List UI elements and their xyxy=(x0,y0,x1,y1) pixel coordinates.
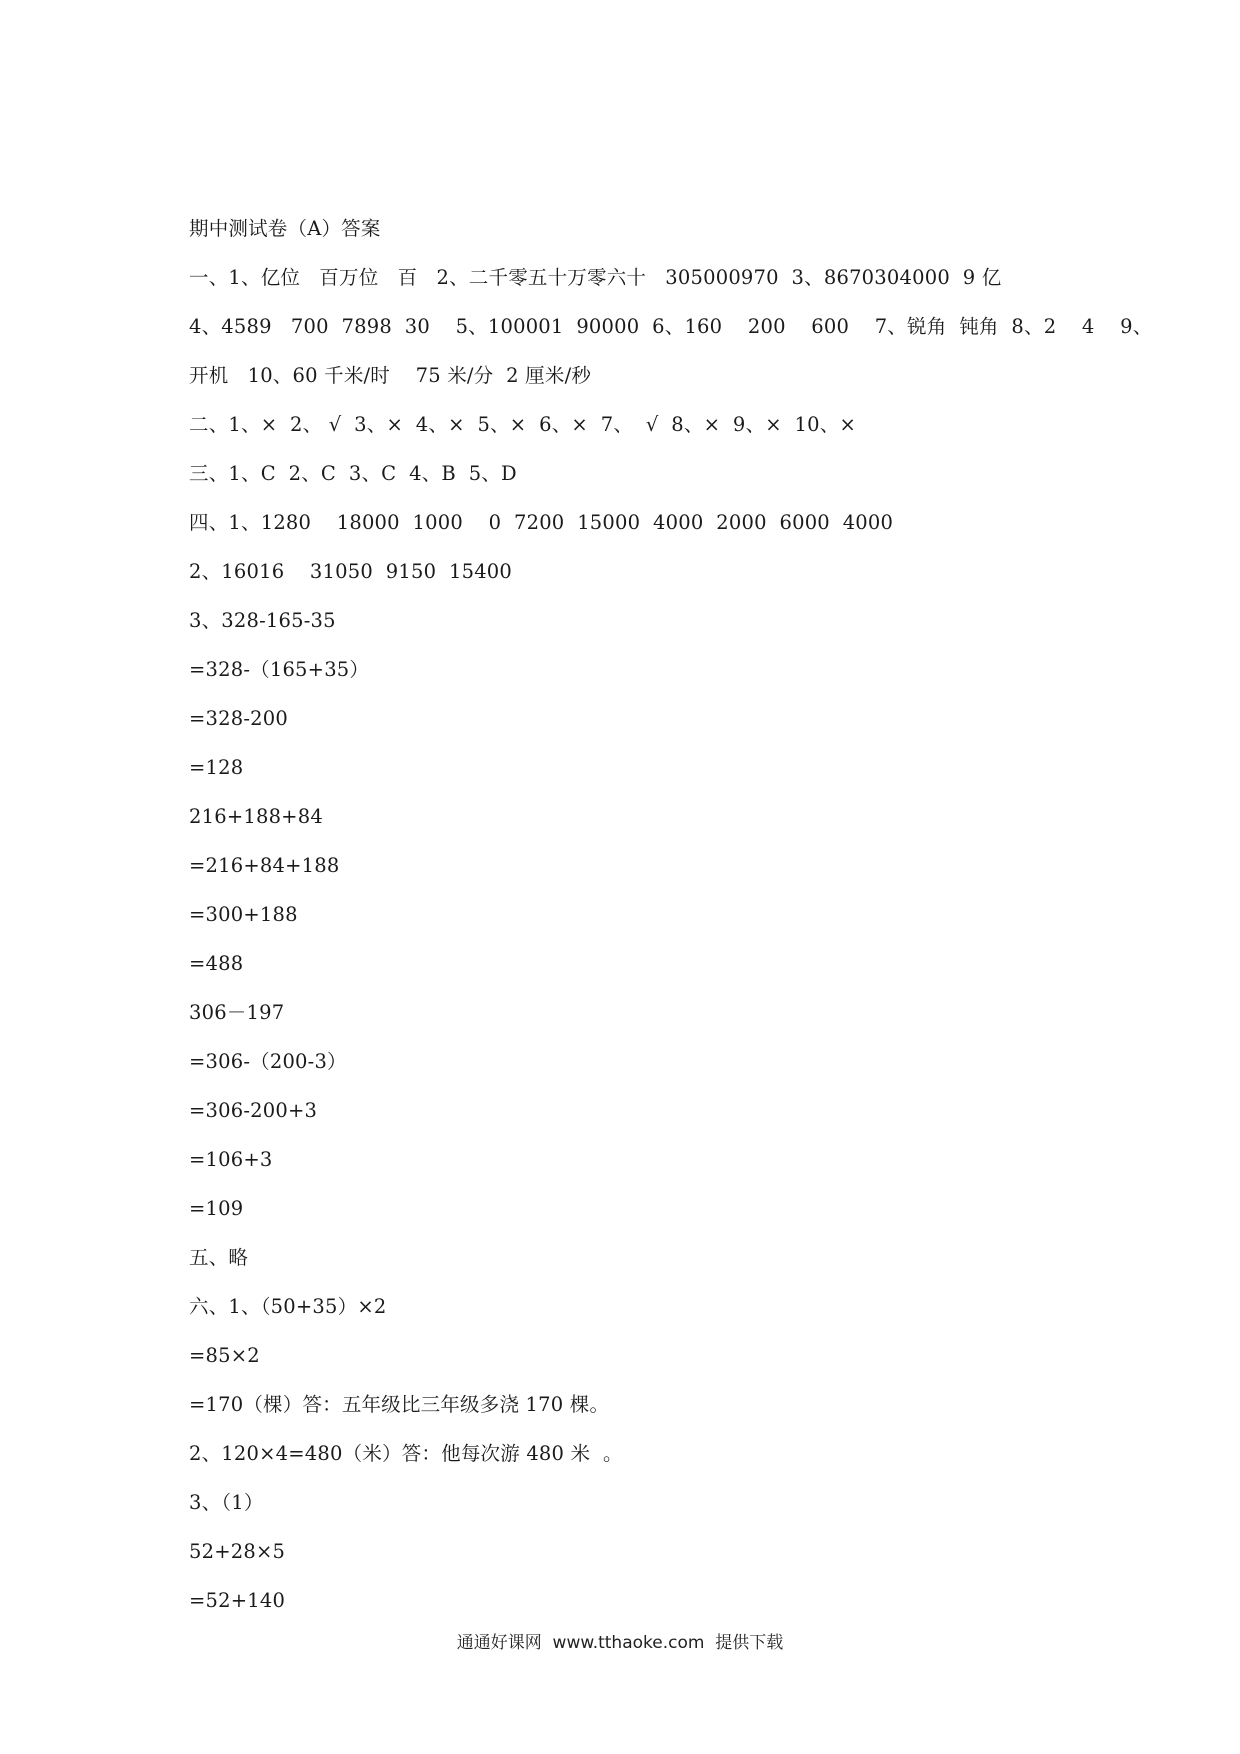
calc-line: 216+188+84 xyxy=(189,805,323,828)
answer-line-section-4b: 2、16016 31050 9150 15400 xyxy=(189,560,513,583)
calc-line: =488 xyxy=(189,952,244,975)
answer-line-section-6: 六、1、（50+35）×2 xyxy=(189,1295,387,1318)
answer-line-section-1c: 开机 10、60 千米/时 75 米/分 2 厘米/秒 xyxy=(189,364,592,387)
answer-line-section-5: 五、略 xyxy=(189,1246,249,1269)
calc-line: =106+3 xyxy=(189,1148,273,1171)
answer-line-section-4a: 四、1、1280 18000 1000 0 7200 15000 4000 2000 6000 4000 xyxy=(189,511,894,534)
calc-line: =306-（200-3） xyxy=(189,1050,347,1073)
calc-line: =328-200 xyxy=(189,707,288,730)
calc-line: =109 xyxy=(189,1197,244,1220)
answer-line-section-1b: 4、4589 700 7898 30 5、100001 90000 6、160 200 600 7、锐角 钝角 8、2 4 9、 xyxy=(189,315,1153,338)
calc-line: 52+28×5 xyxy=(189,1540,286,1563)
calc-line: 3、328-165-35 xyxy=(189,609,336,632)
document-title: 期中测试卷（A）答案 xyxy=(189,217,381,240)
answer-line-section-1a: 一、1、亿位 百万位 百 2、二千零五十万零六十 305000970 3、8670304000 9 亿 xyxy=(189,266,1002,289)
answer-line-section-2: 二、1、× 2、 √ 3、× 4、× 5、× 6、× 7、 √ 8、× 9、× 10、× xyxy=(189,413,857,436)
calc-line: =300+188 xyxy=(189,903,298,926)
calc-line: 2、120×4=480（米）答：他每次游 480 米 。 xyxy=(189,1442,623,1465)
calc-line: =216+84+188 xyxy=(189,854,340,877)
calc-line: =306-200+3 xyxy=(189,1099,318,1122)
calc-line: 3、（1） xyxy=(189,1491,264,1514)
footer-source-text: 通通好课网 www.tthaoke.com 提供下载 xyxy=(456,1633,784,1653)
calc-line: 306－197 xyxy=(189,1001,285,1024)
calc-line: =128 xyxy=(189,756,244,779)
calc-line: =52+140 xyxy=(189,1589,286,1612)
answer-line-section-3: 三、1、C 2、C 3、C 4、B 5、D xyxy=(189,462,517,485)
calc-line: =85×2 xyxy=(189,1344,260,1367)
answer-content xyxy=(189,204,1153,1625)
calc-line: =328-（165+35） xyxy=(189,658,370,681)
calc-line: =170（棵）答：五年级比三年级多浇 170 棵。 xyxy=(189,1393,610,1416)
